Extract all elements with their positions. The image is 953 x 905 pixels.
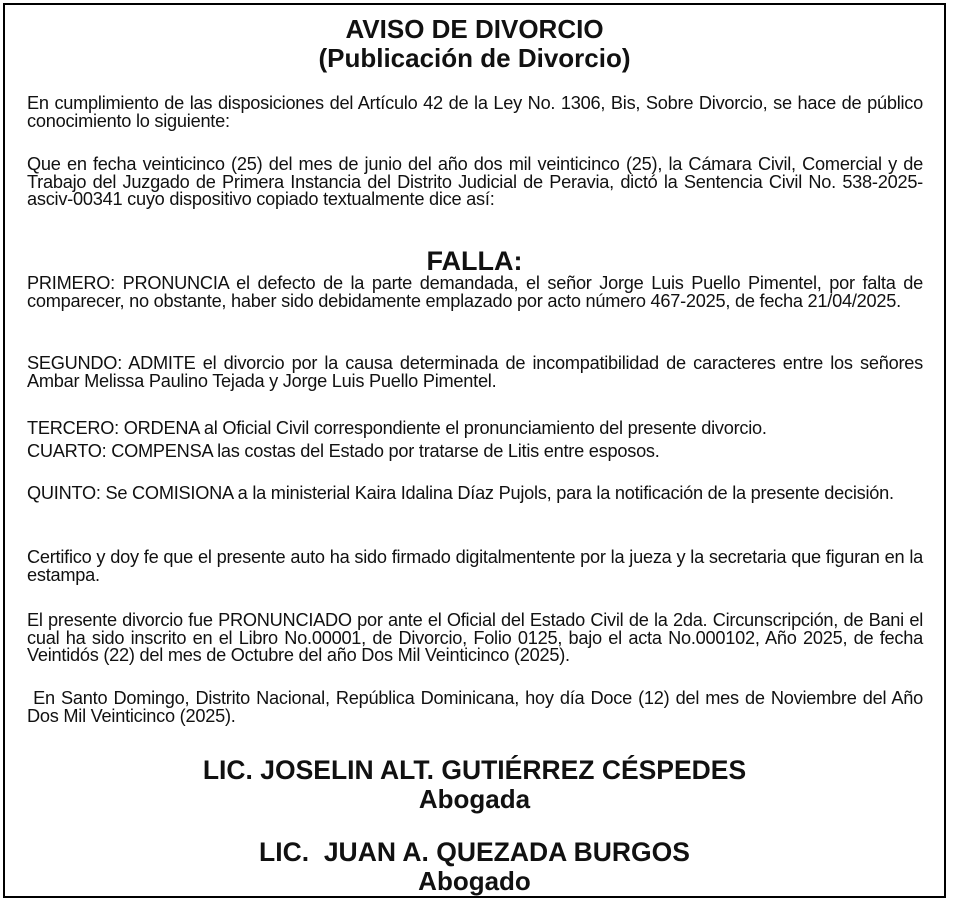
place-date-paragraph: En Santo Domingo, Distrito Nacional, República Dominicana, hoy día Doce (12) del mes de Noviembre del Año Dos Mil Veinticinco (2025). (27, 688, 928, 726)
divorce-notice (3, 3, 946, 898)
notice-title: AVISO DE DIVORCIO (345, 14, 604, 44)
signatory-name: LIC. JUAN A. QUEZADA BURGOS (259, 837, 690, 867)
ruling-primero: PRIMERO: PRONUNCIA el defecto de la parte demandada, el señor Jorge Luis Puello Pimentel, por falta de comparecer, no obstante, haber sido debidamente emplazado por acto número 467-2025, de fecha 21/04/2025. (27, 273, 923, 311)
ruling-quinto: QUINTO: Se COMISIONA a la ministerial Kaira Idalina Díaz Pujols, para la notificación de la presente decisión. (27, 483, 894, 503)
ruling-tercero: TERCERO: ORDENA al Oficial Civil correspondiente el pronunciamiento del presente divorcio. (27, 418, 767, 438)
intro-paragraph: En cumplimiento de las disposiciones del Artículo 42 de la Ley No. 1306, Bis, Sobre Divorcio, se hace de público conocimiento lo siguiente: (27, 93, 923, 131)
falla-heading: FALLA: (426, 246, 523, 276)
notice-subtitle: (Publicación de Divorcio) (318, 43, 631, 73)
signatory-role: Abogada (418, 784, 531, 814)
registration-paragraph: El presente divorcio fue PRONUNCIADO por ante el Oficial del Estado Civil de la 2da. Circunscripción, de Bani el cual ha sido inscrito en el Libro No.00001, de Divorcio, Folio 0125, bajo el acta No.000102, Año 2025, de fecha Veintidós (22) del mes de Octubre del año Dos Mil Veinticinco (2025). (27, 610, 923, 665)
ruling-segundo: SEGUNDO: ADMITE el divorcio por la causa determinada de incompatibilidad de caracteres entre los señores Ambar Melissa Paulino Tejada y Jorge Luis Puello Pimentel. (27, 353, 923, 391)
certification-paragraph: Certifico y doy fe que el presente auto ha sido firmado digitalmentente por la jueza y la secretaria que figuran en la estampa. (27, 547, 923, 585)
recital-paragraph: Que en fecha veinticinco (25) del mes de junio del año dos mil veinticinco (25), la Cámara Civil, Comercial y de Trabajo del Juzgado de Primera Instancia del Distrito Judicial de Peravia, dictó la Sentencia Civil No. 538-2025-asciv-00341 cuyo dispositivo copiado textualmente dice así: (27, 154, 923, 209)
signatory-role: Abogado (418, 866, 531, 896)
ruling-cuarto: CUARTO: COMPENSA las costas del Estado por tratarse de Litis entre esposos. (27, 441, 660, 461)
signatory-name: LIC. JOSELIN ALT. GUTIÉRREZ CÉSPEDES (202, 755, 747, 785)
